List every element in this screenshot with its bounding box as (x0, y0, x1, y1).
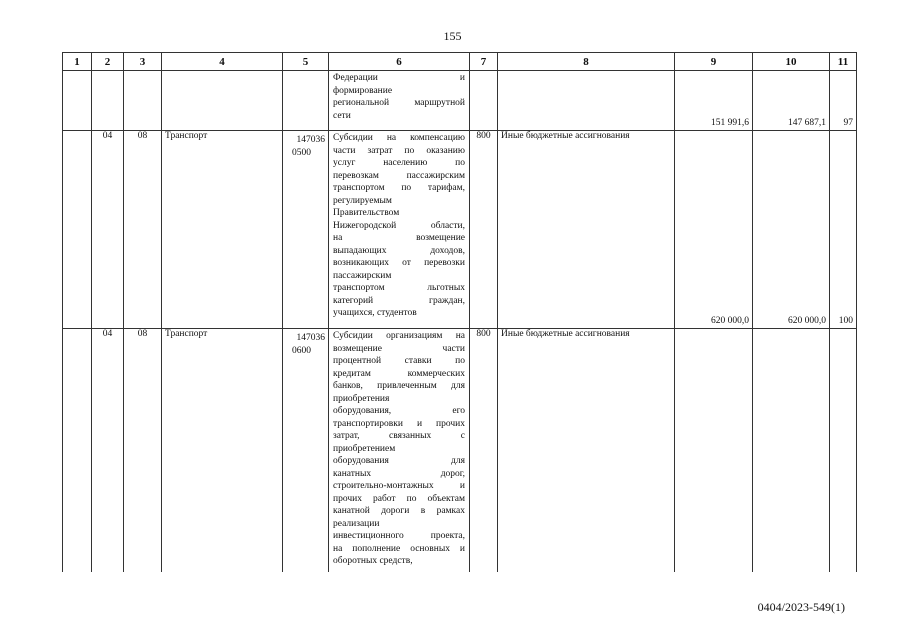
cell-subsection: 08 (124, 131, 162, 329)
purpose-line: Субсидии на компенсацию (333, 133, 465, 143)
cell-subsection: 08 (124, 329, 162, 573)
column-header: 6 (329, 53, 470, 71)
table-row (63, 71, 857, 131)
column-header: 10 (753, 53, 830, 71)
purpose-line: приобретением (333, 443, 396, 454)
purpose-line: Субсидии организациям на (333, 331, 465, 341)
purpose-line: учащихся, студентов (333, 308, 417, 318)
cell-amount-actual: 620 000,0 (753, 131, 830, 329)
purpose-line: Нижегородской области, (333, 220, 465, 231)
cell-amount-actual (753, 329, 830, 573)
purpose-line: оборудования для (333, 456, 465, 466)
purpose-line: части затрат по оказанию (333, 145, 465, 156)
cell-section-name: Транспорт (162, 131, 283, 329)
cell-target-code (283, 329, 329, 573)
cell-amount-actual: 147 687,1 (753, 71, 830, 131)
cell-purpose (329, 131, 470, 329)
purpose-line: выпадающих доходов, (333, 245, 465, 256)
purpose-line: канатных дорог, (333, 468, 465, 479)
purpose-line: транспортом по тарифам, (333, 183, 465, 193)
table-header-row (63, 53, 857, 71)
purpose-line: перевозкам пассажирским (333, 170, 465, 181)
page-number: 155 (443, 29, 462, 43)
purpose-line: канатной дороги в рамках (333, 506, 465, 516)
purpose-line: оборотных средств, (333, 556, 413, 566)
column-header: 11 (830, 53, 857, 71)
target-code-part: 0600 (292, 345, 311, 356)
document-code: 0404/2023-549(1) (757, 600, 845, 614)
purpose-line: затрат, связанных с (333, 431, 465, 441)
column-header: 9 (675, 53, 753, 71)
column-header: 1 (63, 53, 92, 71)
cell-target-code (283, 71, 329, 131)
cell-expense-name: Иные бюджетные ассигнования (498, 329, 675, 573)
target-code-part: 0500 (292, 147, 311, 158)
purpose-line: приобретения (333, 393, 390, 404)
cell-expense-type: 800 (470, 131, 498, 329)
purpose-line: банков, привлеченным для (333, 381, 465, 391)
column-header: 3 (124, 53, 162, 71)
column-header: 4 (162, 53, 283, 71)
purpose-line: инвестиционного проекта, (333, 531, 465, 541)
cell-section-name: Транспорт (162, 329, 283, 573)
column-header: 8 (498, 53, 675, 71)
purpose-line: транспортировки и прочих (333, 418, 465, 429)
cell-amount-plan (675, 329, 753, 573)
cell-section: 04 (92, 131, 124, 329)
purpose-line: строительно-монтажных и (333, 481, 465, 491)
purpose-line: категорий граждан, (333, 295, 465, 306)
purpose-line: формирование (333, 85, 393, 96)
cell-section: 04 (92, 329, 124, 573)
cell-purpose (329, 71, 470, 131)
purpose-line: на возмещение (333, 233, 465, 243)
purpose-line: пассажирским (333, 270, 392, 281)
column-header: 7 (470, 53, 498, 71)
target-code-part: 147036 (296, 135, 325, 145)
purpose-line: Правительством (333, 208, 400, 218)
cell-purpose (329, 329, 470, 573)
purpose-line: кредитам коммерческих (333, 368, 465, 379)
cell-expense-type: 800 (470, 329, 498, 573)
cell-amount-plan: 151 991,6 (675, 71, 753, 131)
purpose-line: услуг населению по (333, 158, 465, 168)
purpose-line: транспортом льготных (333, 283, 465, 293)
cell-col1 (63, 71, 92, 131)
cell-expense-name: Иные бюджетные ассигнования (498, 131, 675, 329)
purpose-line: Федерации и (333, 73, 465, 83)
budget-table (62, 52, 857, 572)
cell-target-code (283, 131, 329, 329)
cell-subsection (124, 71, 162, 131)
purpose-line: реализации (333, 518, 380, 529)
purpose-line: сети (333, 110, 351, 121)
purpose-line: возникающих от перевозки (333, 258, 465, 268)
purpose-line: оборудования, его (333, 406, 465, 416)
column-header: 5 (283, 53, 329, 71)
purpose-line: возмещение части (333, 343, 465, 354)
purpose-line: процентной ставки по (333, 356, 465, 366)
cell-percent: 97 (830, 71, 857, 131)
purpose-line: прочих работ по объектам (333, 493, 465, 504)
target-code-part: 147036 (296, 333, 325, 343)
cell-amount-plan: 620 000,0 (675, 131, 753, 329)
cell-section (92, 71, 124, 131)
cell-section-name (162, 71, 283, 131)
cell-col1 (63, 329, 92, 573)
table-row (63, 131, 857, 329)
cell-percent (830, 329, 857, 573)
cell-expense-name (498, 71, 675, 131)
purpose-line: регулируемым (333, 195, 392, 206)
purpose-line: региональной маршрутной (333, 98, 465, 108)
cell-col1 (63, 131, 92, 329)
table-row (63, 329, 857, 573)
column-header: 2 (92, 53, 124, 71)
cell-expense-type (470, 71, 498, 131)
purpose-line: на пополнение основных и (333, 543, 465, 554)
cell-percent: 100 (830, 131, 857, 329)
